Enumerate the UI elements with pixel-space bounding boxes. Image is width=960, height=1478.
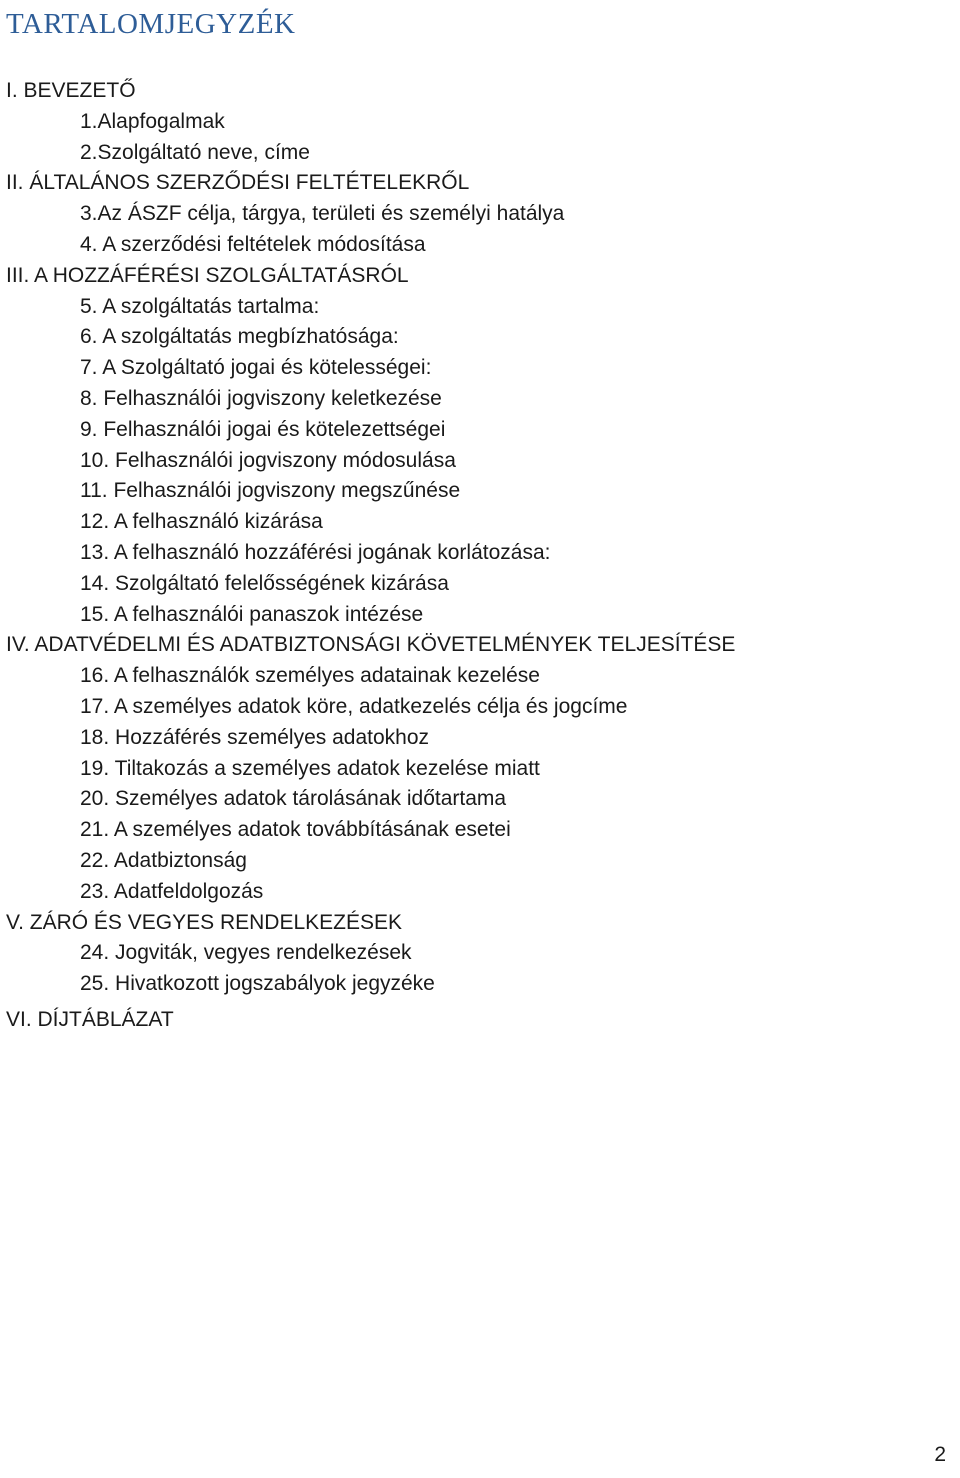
toc-item-idotartama: 20. Személyes adatok tárolásának időtartama bbox=[80, 787, 507, 811]
toc-item-panaszok: 15. A felhasználói panaszok intézése bbox=[80, 602, 424, 626]
toc-item-jogviszony-modosulasa: 10. Felhasználói jogviszony módosulása bbox=[80, 448, 456, 472]
page-number: 2 bbox=[934, 1443, 946, 1466]
toc-item-jogvitak: 24. Jogviták, vegyes rendelkezések bbox=[80, 941, 412, 965]
toc-item-alapfogalmak: 1.Alapfogalmak bbox=[80, 109, 225, 133]
toc-section-bevezeto: I. BEVEZETŐ bbox=[6, 79, 136, 102]
toc-section-zaro: V. ZÁRÓ ÉS VEGYES RENDELKEZÉSEK bbox=[6, 910, 403, 934]
toc-section-altalanos: II. ÁLTALÁNOS SZERZŐDÉSI FELTÉTELEKRŐL bbox=[6, 171, 470, 195]
toc-section-hozzaferesi: III. A HOZZÁFÉRÉSI SZOLGÁLTATÁSRÓL bbox=[6, 263, 409, 287]
toc-section-dijtablazat: VI. DÍJTÁBLÁZAT bbox=[6, 1007, 174, 1031]
toc-item-kizarasa: 12. A felhasználó kizárása bbox=[80, 510, 323, 534]
toc-item-aszf-celja: 3.Az ÁSZF célja, tárgya, területi és személyi hatálya bbox=[80, 202, 565, 226]
toc-item-hozzaferes: 18. Hozzáférés személyes adatokhoz bbox=[80, 725, 430, 749]
toc-item-szolgaltato-neve: 2.Szolgáltató neve, címe bbox=[80, 140, 310, 164]
toc-item-adatfeldolgozas: 23. Adatfeldolgozás bbox=[80, 879, 264, 903]
toc-item-adatok-kore: 17. A személyes adatok köre, adatkezelés célja és jogcíme bbox=[80, 694, 628, 718]
toc-item-jogviszony-keletkezese: 8. Felhasználói jogviszony keletkezése bbox=[80, 386, 442, 410]
toc-item-tartalma: 5. A szolgáltatás tartalma: bbox=[80, 294, 320, 318]
toc-item-szolgaltato-jogai: 7. A Szolgáltató jogai és kötelességei: bbox=[80, 356, 432, 380]
toc-item-tovabbitas: 21. A személyes adatok továbbításának esetei bbox=[80, 818, 511, 842]
toc-item-korlatozasa: 13. A felhasználó hozzáférési jogának korlátozása: bbox=[80, 540, 551, 564]
toc-item-adatbiztonsag: 22. Adatbiztonság bbox=[80, 848, 247, 872]
toc-item-felelosseg-kizarasa: 14. Szolgáltató felelősségének kizárása bbox=[80, 571, 449, 595]
toc-section-adatvedelmi: IV. ADATVÉDELMI ÉS ADATBIZTONSÁGI KÖVETELMÉNYEK TELJESÍTÉSE bbox=[6, 633, 736, 657]
toc-item-jogviszony-megszunese: 11. Felhasználói jogviszony megszűnése bbox=[80, 479, 461, 503]
page-title: TARTALOMJEGYZÉK bbox=[6, 8, 296, 40]
toc-item-modositasa: 4. A szerződési feltételek módosítása bbox=[80, 232, 426, 256]
toc-item-megbizhatosaga: 6. A szolgáltatás megbízhatósága: bbox=[80, 325, 399, 349]
toc-item-jogszabalyok: 25. Hivatkozott jogszabályok jegyzéke bbox=[80, 972, 435, 996]
table-of-contents bbox=[0, 76, 960, 1036]
toc-item-tiltakozas: 19. Tiltakozás a személyes adatok kezelése miatt bbox=[80, 756, 540, 780]
toc-item-adatok-kezelese: 16. A felhasználók személyes adatainak kezelése bbox=[80, 664, 540, 688]
toc-item-felhasznaloi-jogai: 9. Felhasználói jogai és kötelezettségei bbox=[80, 417, 446, 441]
